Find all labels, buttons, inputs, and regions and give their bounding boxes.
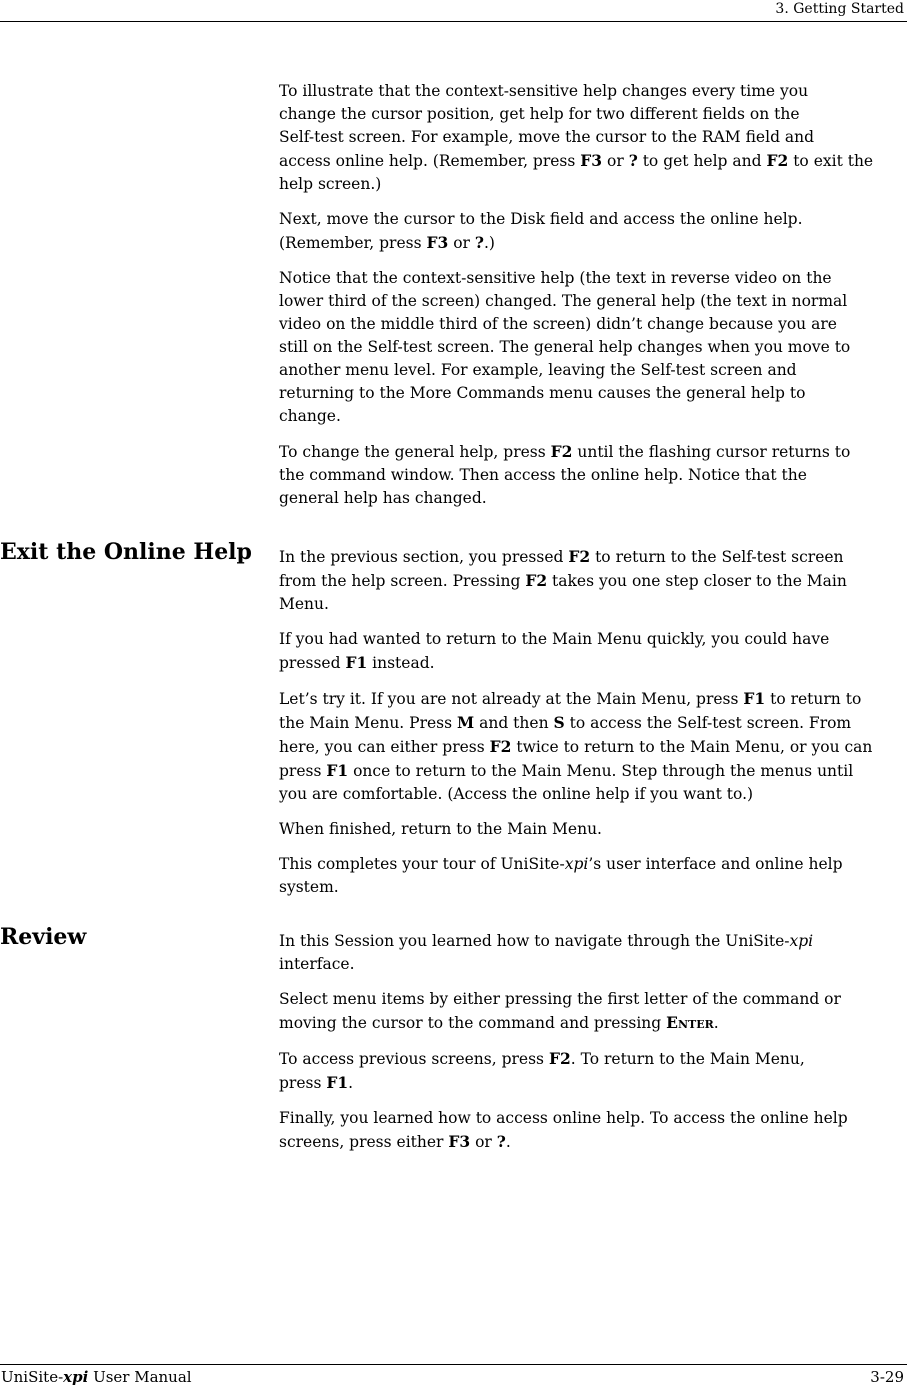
- text-run: once to return to the Main Menu. Step through the menus until you are comfortable. (Access the online help if you want to.): [279, 762, 854, 803]
- text-run: .: [713, 1014, 719, 1032]
- text-run: or: [448, 234, 475, 252]
- text-run: If you had wanted to return to the Main Menu quickly, you could have pressed: [279, 630, 830, 672]
- text-run: .: [348, 1074, 354, 1092]
- emphasis-text: F2: [766, 151, 789, 170]
- text-run: To illustrate that the context-sensitive help changes every time you change the cursor position, get help for two different fields on the Self-test screen. For example, move the cursor to the RAM field and access online help. (Remember, press: [279, 82, 815, 170]
- text-run: Next, move the cursor to the Disk field and access the online help. (Remember, press: [279, 210, 803, 252]
- emphasis-text: xpi: [564, 855, 589, 873]
- emphasis-text: F1: [345, 653, 368, 672]
- emphasis-text: F2: [525, 571, 548, 590]
- text-run: In this Session you learned how to navigate through the UniSite-: [279, 932, 790, 950]
- footer-rule: [0, 1364, 907, 1365]
- emphasis-text: F2: [550, 442, 573, 461]
- emphasis-text: M: [457, 713, 475, 732]
- footer-title-suffix: User Manual: [88, 1368, 192, 1386]
- page-number: 3-29: [870, 1368, 904, 1386]
- emphasis-text: F2: [568, 547, 591, 566]
- paragraph: [279, 988, 907, 1035]
- text-run: until the flashing cursor returns to the command window. Then access the online help. Notice that the general help has changed.: [279, 443, 851, 507]
- text-run: to exit the help screen.): [279, 152, 874, 193]
- text-run: Finally, you learned how to access online help. To access the online help screens, press either: [279, 1109, 848, 1151]
- emphasis-text: ?: [628, 151, 638, 170]
- text-run: This completes your tour of UniSite-: [279, 855, 565, 873]
- text-run: Let’s try it. If you are not already at the Main Menu, press: [279, 690, 744, 708]
- text-run: and then: [474, 714, 554, 732]
- text-run: Select menu items by either pressing the first letter of the command or moving the cursor to the command and pressing: [279, 990, 841, 1032]
- text-run: twice to return to the Main Menu, or you can press: [279, 738, 873, 780]
- text-run: to get help and: [637, 152, 767, 170]
- footer-title-prefix: UniSite-: [1, 1368, 64, 1386]
- paragraph: [279, 267, 907, 428]
- text-run: .): [483, 234, 495, 252]
- paragraph: [279, 208, 907, 255]
- text-run: To change the general help, press: [279, 443, 551, 461]
- paragraph: [279, 1047, 907, 1095]
- footer-title: [1, 1368, 192, 1386]
- section-heading: Review: [0, 924, 87, 950]
- text-run: ’s user interface and online help system.: [279, 855, 843, 896]
- section-body: [279, 545, 907, 911]
- emphasis-text: F3: [448, 1132, 471, 1151]
- footer-title-product: xpi: [63, 1368, 89, 1386]
- emphasis-text: F1: [326, 761, 349, 780]
- text-run: instead.: [367, 654, 435, 672]
- emphasis-text: xpi: [789, 932, 814, 950]
- emphasis-text: F2: [548, 1049, 571, 1068]
- text-run: or: [470, 1133, 497, 1151]
- text-run: Notice that the context-sensitive help (the text in reverse video on the lower third of the screen) changed. The general help (the text in normal video on the middle third of the screen) didn’t change because you are still on the Self-test screen. The general help changes when you move to another menu level. For example, leaving the Self-test screen and returning to the More Commands menu causes the general help to change.: [279, 269, 851, 425]
- paragraph: [279, 853, 907, 899]
- section-body: [279, 80, 907, 522]
- text-run: .: [505, 1133, 511, 1151]
- paragraph: [279, 628, 907, 675]
- emphasis-text: ?: [496, 1132, 506, 1151]
- emphasis-text: F3: [426, 233, 449, 252]
- paragraph: [279, 818, 907, 841]
- text-run: . To return to the Main Menu, press: [279, 1050, 805, 1092]
- emphasis-text: Enter: [666, 1013, 714, 1032]
- paragraph: [279, 440, 907, 510]
- emphasis-text: F1: [743, 689, 766, 708]
- emphasis-text: ?: [474, 233, 484, 252]
- emphasis-text: F3: [580, 151, 603, 170]
- text-run: takes you one step closer to the Main Menu.: [279, 572, 847, 613]
- emphasis-text: F1: [326, 1073, 349, 1092]
- text-run: In the previous section, you pressed: [279, 548, 569, 566]
- paragraph: [279, 1107, 907, 1154]
- text-run: to return to the Self-test screen from the help screen. Pressing: [279, 548, 844, 590]
- emphasis-text: F2: [489, 737, 512, 756]
- section-heading: Exit the Online Help: [0, 539, 252, 565]
- text-run: To access previous screens, press: [279, 1050, 549, 1068]
- paragraph: [279, 930, 907, 976]
- paragraph: [279, 687, 907, 806]
- paragraph: [279, 545, 907, 616]
- text-run: to access the Self-test screen. From here, you can either press: [279, 714, 852, 756]
- text-run: interface.: [279, 955, 355, 973]
- section-body: [279, 930, 907, 1166]
- running-head: 3. Getting Started: [775, 1, 904, 17]
- header-rule: [0, 21, 907, 22]
- text-run: to return to the Main Menu. Press: [279, 690, 862, 732]
- emphasis-text: S: [553, 713, 565, 732]
- text-run: or: [602, 152, 629, 170]
- paragraph: [279, 80, 907, 196]
- text-run: When finished, return to the Main Menu.: [279, 820, 602, 838]
